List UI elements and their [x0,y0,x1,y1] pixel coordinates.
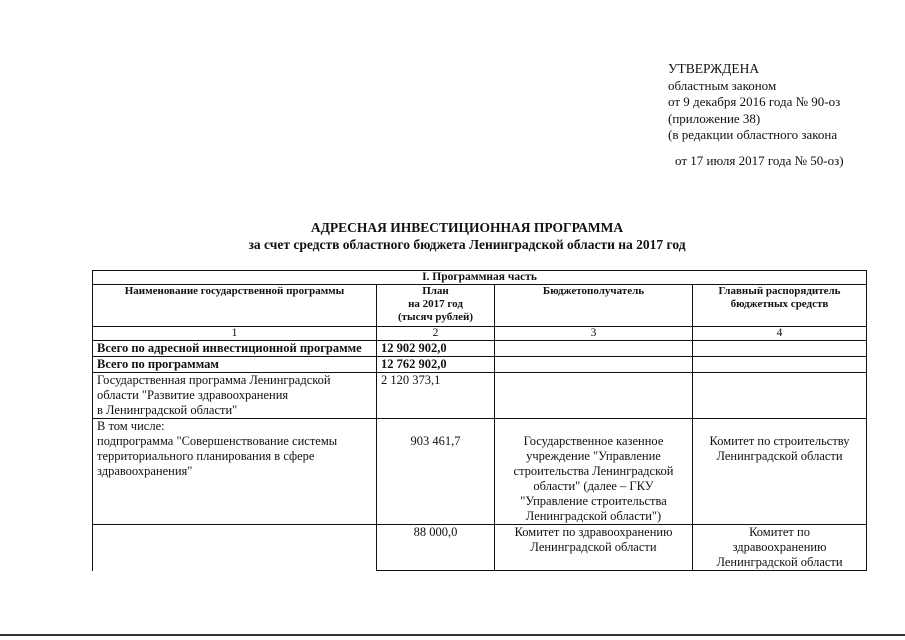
row-manager-line: Комитет по [749,525,810,539]
investment-table [92,270,867,571]
heading-title: АДРЕСНАЯ ИНВЕСТИЦИОННАЯ ПРОГРАММА [310,220,624,235]
approval-line: (приложение 38) [668,110,761,126]
row-plan: 12 762 902,0 [377,357,495,373]
column-number: 1 [93,327,377,341]
row-recipient-line: "Управление строительства [520,494,667,508]
section-title: I. Программная часть [93,271,867,285]
header-recipient: Бюджетополучатель [495,285,693,327]
header-plan-line: План [422,285,449,297]
row-recipient [495,373,693,419]
row-recipient [495,341,693,357]
approval-title: УТВЕРЖДЕНА [668,61,760,76]
table-row [93,419,867,525]
row-plan: 88 000,0 [377,525,495,571]
header-program-name: Наименование государственной программы [93,285,377,327]
row-recipient [495,419,693,525]
header-plan-line: (тысяч рублей) [397,311,474,323]
row-manager-line: здравоохранению [732,540,827,554]
row-recipient-line: области" (далее – ГКУ [533,479,654,493]
header-manager-line: бюджетных средств [730,298,829,310]
header-row [93,285,867,327]
row-recipient-line: Государственное казенное [523,434,664,448]
row-name [93,525,377,571]
approval-line: (в редакции областного закона [668,127,838,142]
row-name-line: здравоохранения" [97,464,193,478]
row-name [93,419,377,525]
row-recipient [495,357,693,373]
row-manager [693,341,867,357]
row-plan-value: 903 461,7 [410,434,461,448]
column-number: 2 [377,327,495,341]
row-manager-line: Комитет по строительству [709,434,850,448]
row-manager [693,419,867,525]
header-manager-line: Главный распорядитель [718,285,841,297]
approval-line: от 9 декабря 2016 года № 90-оз [668,94,841,109]
row-name-line: в Ленинградской области" [97,403,238,417]
document-heading [92,219,842,253]
row-plan: 12 902 902,0 [377,341,495,357]
row-name [93,373,377,419]
header-plan [377,285,495,327]
heading-subtitle: за счет средств областного бюджета Ленинградской области на 2017 год [248,237,686,252]
row-manager [693,357,867,373]
row-manager-line: Ленинградской области [716,449,843,463]
table-row [93,357,867,373]
scan-edge-line [0,634,905,636]
row-plan [377,419,495,525]
column-number: 3 [495,327,693,341]
approval-line: областным законом [668,77,777,93]
row-name-line: Государственная программа Ленинградской [97,373,331,387]
column-numbers-row [93,327,867,341]
row-recipient-line: Комитет по здравоохранению [514,525,673,539]
row-name-line: подпрограмма "Совершенствование системы [97,434,338,448]
table-row [93,341,867,357]
table-row [93,373,867,419]
row-name: Всего по программам [93,357,377,373]
row-recipient-line: Ленинградской области") [525,509,662,523]
row-manager [693,373,867,419]
row-name-line: территориального планирования в сфере [97,449,315,463]
row-manager [693,525,867,571]
row-name-line: области "Развитие здравоохранения [97,388,289,402]
header-plan-line: на 2017 год [408,298,463,310]
row-manager-line: Ленинградской области [716,555,843,569]
column-number: 4 [693,327,867,341]
row-name: Всего по адресной инвестиционной программе [93,341,377,357]
row-recipient-line: строительства Ленинградской [513,464,674,478]
row-recipient [495,525,693,571]
row-recipient-line: Ленинградской области [530,540,657,554]
approval-line: от 17 июля 2017 года № 50-оз) [675,152,844,168]
table-row [93,525,867,571]
header-manager [693,285,867,327]
row-recipient-line: учреждение "Управление [526,449,661,463]
approval-block [668,61,844,169]
row-plan: 2 120 373,1 [377,373,495,419]
row-name-line: В том числе: [97,419,165,433]
